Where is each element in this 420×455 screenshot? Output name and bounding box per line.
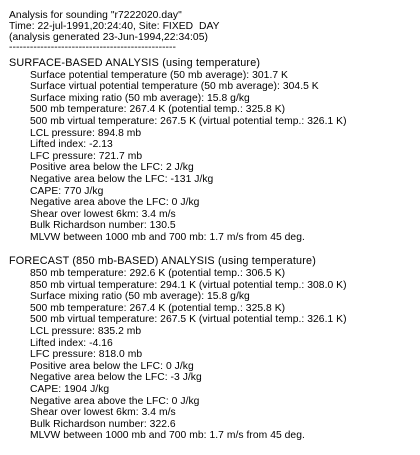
surface-line: Bulk Richardson number: 130.5 [30,220,176,231]
surface-line: Surface virtual potential temperature (50 mb average): 304.5 K [30,81,319,92]
forecast-line: 850 mb temperature: 292.6 K (potential temp.: 306.5 K) [30,268,286,279]
analysis-generated: (analysis generated 23-Jun-1994,22:34:05) [9,32,208,43]
forecast-line: Lifted index: -4.16 [30,338,113,349]
forecast-line: 500 mb temperature: 267.4 K (potential temp.: 325.8 K) [30,303,286,314]
analysis-title: Analysis for sounding "r7222020.day" [9,10,182,21]
forecast-line: CAPE: 1904 J/kg [30,384,110,395]
surface-line: LCL pressure: 894.8 mb [30,128,142,139]
surface-line: 500 mb temperature: 267.4 K (potential temp.: 325.8 K) [30,104,286,115]
surface-analysis-heading: SURFACE-BASED ANALYSIS (using temperature) [9,57,261,69]
surface-line: Lifted index: -2.13 [30,139,113,150]
forecast-line: Shear over lowest 6km: 3.4 m/s [30,407,176,418]
forecast-line: Bulk Richardson number: 322.6 [30,419,176,430]
surface-line: Shear over lowest 6km: 3.4 m/s [30,209,176,220]
forecast-line: Surface mixing ratio (50 mb average): 15.8 g/kg [30,291,250,302]
surface-line: Negative area above the LFC: 0 J/kg [30,197,200,208]
forecast-line: Negative area above the LFC: 0 J/kg [30,396,200,407]
surface-line: Surface mixing ratio (50 mb average): 15.8 g/kg [30,93,250,104]
forecast-line: LFC pressure: 818.0 mb [30,349,143,360]
forecast-line: Negative area below the LFC: -3 J/kg [30,372,202,383]
forecast-line: Positive area below the LFC: 0 J/kg [30,361,194,372]
surface-line: LFC pressure: 721.7 mb [30,151,143,162]
surface-line: 500 mb virtual temperature: 267.5 K (virtual potential temp.: 326.1 K) [30,116,347,127]
forecast-line: LCL pressure: 835.2 mb [30,326,142,337]
forecast-line: MLVW between 1000 mb and 700 mb: 1.7 m/s from 45 deg. [30,430,305,441]
forecast-line: 500 mb virtual temperature: 267.5 K (virtual potential temp.: 326.1 K) [30,314,347,325]
forecast-line: 850 mb virtual temperature: 294.1 K (virtual potential temp.: 308.0 K) [30,280,347,291]
surface-line: MLVW between 1000 mb and 700 mb: 1.7 m/s from 45 deg. [30,232,305,243]
surface-line: Surface potential temperature (50 mb average): 301.7 K [30,70,288,81]
analysis-time: Time: 22-jul-1991,20:24:40, Site: FIXED DAY [9,21,220,32]
separator-rule: ------------------------------------------------ [9,42,176,53]
surface-line: Negative area below the LFC: -131 J/kg [30,174,214,185]
forecast-analysis-heading: FORECAST (850 mb-BASED) ANALYSIS (using temperature) [9,255,317,267]
surface-line: CAPE: 770 J/kg [30,186,104,197]
surface-line: Positive area below the LFC: 2 J/kg [30,162,194,173]
